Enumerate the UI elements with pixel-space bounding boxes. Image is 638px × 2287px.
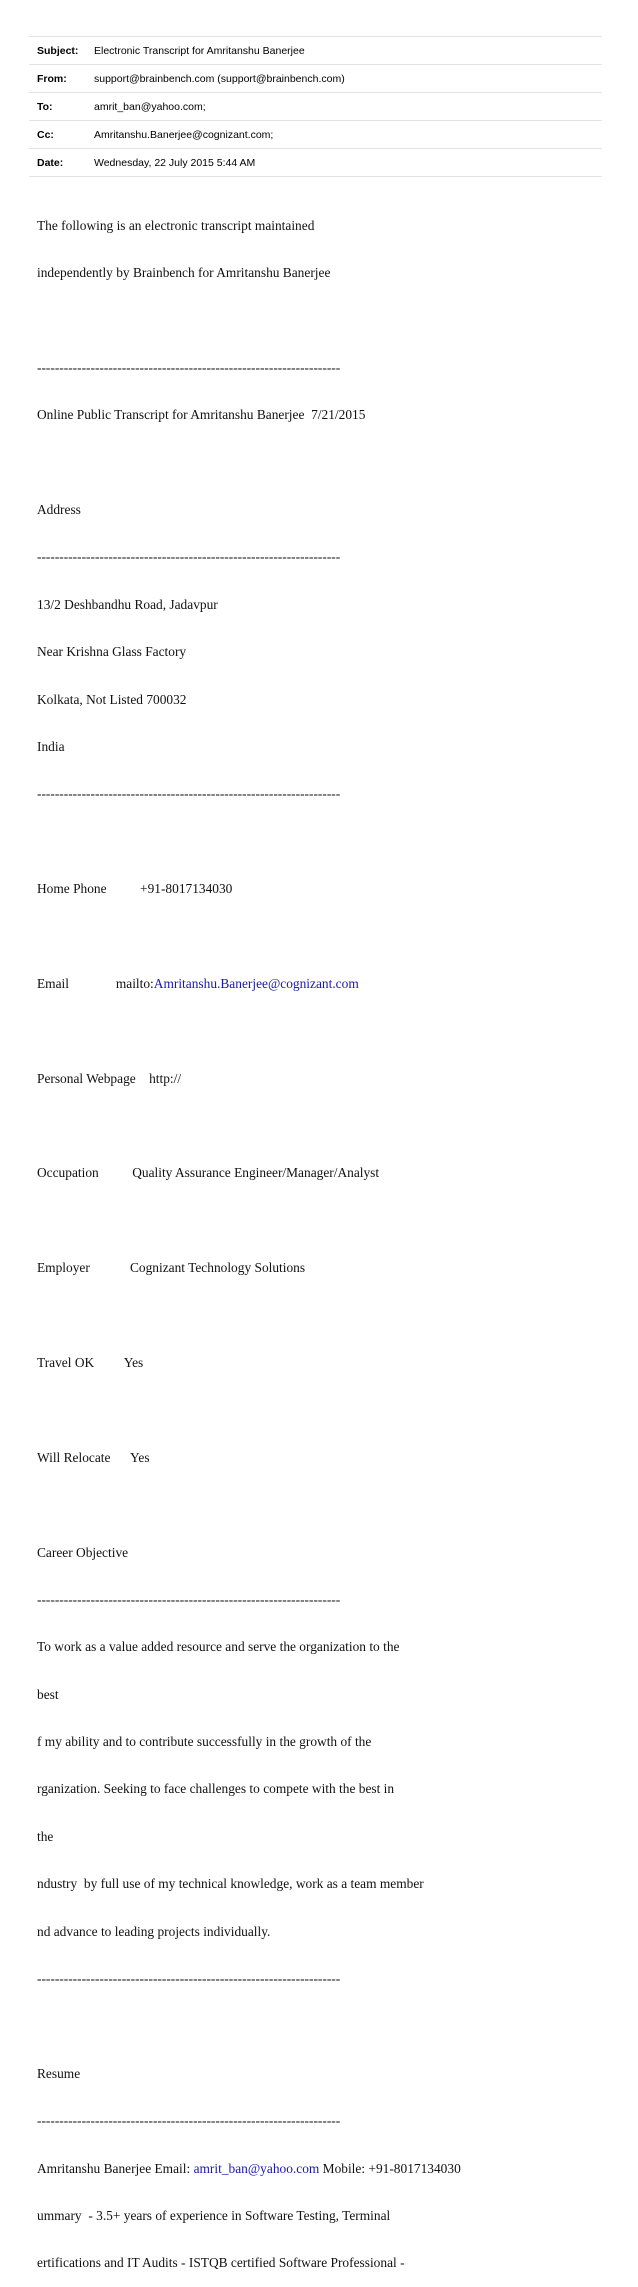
intro-line: The following is an electronic transcript maintained — [37, 217, 315, 233]
from-row — [29, 64, 602, 92]
separator-line: -------------------------------------------------------------------- — [37, 549, 341, 565]
subject-value: Electronic Transcript for Amritanshu Banerjee — [94, 44, 305, 57]
address-line: India — [37, 738, 65, 754]
resume-line: ummary - 3.5+ years of experience in Software Testing, Terminal — [37, 2208, 391, 2223]
separator-line: -------------------------------------------------------------------- — [37, 359, 341, 375]
resume-heading: Resume — [37, 2065, 81, 2081]
date-label: Date: — [37, 156, 64, 169]
email-line — [37, 976, 617, 992]
career-line: To work as a value added resource and serve the organization to the — [37, 1639, 400, 1655]
from-value: support@brainbench.com (support@brainbench.com) — [94, 72, 345, 85]
resume-suffix: Mobile: +91-8017134030 — [319, 2160, 461, 2176]
career-line: rganization. Seeking to face challenges to compete with the best in — [37, 1781, 395, 1797]
employer-line: Employer Cognizant Technology Solutions — [37, 1260, 306, 1276]
career-line: the — [37, 1828, 54, 1844]
personal-webpage-line: Personal Webpage http:// — [37, 1070, 182, 1086]
separator-line: -------------------------------------------------------------------- — [37, 2113, 341, 2129]
career-objective-heading: Career Objective — [37, 1544, 129, 1560]
career-line: ndustry by full use of my technical knowledge, work as a team member — [37, 1876, 424, 1892]
resume-prefix: Amritanshu Banerjee Email: — [37, 2160, 194, 2176]
resume-line — [37, 2161, 617, 2177]
email-body — [37, 186, 617, 2287]
from-label: From: — [37, 72, 67, 85]
separator-line: -------------------------------------------------------------------- — [37, 1591, 341, 1607]
career-line: nd advance to leading projects individually. — [37, 1923, 271, 1939]
travel-ok-line: Travel OK Yes — [37, 1354, 144, 1370]
to-label: To: — [37, 100, 53, 113]
subject-label: Subject: — [37, 44, 79, 57]
transcript-title: Online Public Transcript for Amritanshu Banerjee 7/21/2015 — [37, 407, 366, 423]
intro-line: independently by Brainbench for Amritanshu Banerjee — [37, 264, 331, 280]
address-line: Near Krishna Glass Factory — [37, 644, 187, 660]
email-header — [29, 36, 602, 177]
date-value: Wednesday, 22 July 2015 5:44 AM — [94, 156, 256, 169]
to-value: amrit_ban@yahoo.com; — [94, 100, 206, 113]
cc-label: Cc: — [37, 128, 54, 141]
email-link[interactable]: Amritanshu.Banerjee@cognizant.com — [153, 975, 359, 991]
will-relocate-line: Will Relocate Yes — [37, 1449, 150, 1465]
career-line: best — [37, 1686, 59, 1702]
subject-row — [29, 36, 602, 64]
cc-value: Amritanshu.Banerjee@cognizant.com; — [94, 128, 274, 141]
separator-line: -------------------------------------------------------------------- — [37, 786, 341, 802]
home-phone-line: Home Phone +91-8017134030 — [37, 881, 233, 897]
address-line: 13/2 Deshbandhu Road, Jadavpur — [37, 596, 218, 612]
address-heading: Address — [37, 501, 81, 517]
address-line: Kolkata, Not Listed 700032 — [37, 691, 187, 707]
separator-line: -------------------------------------------------------------------- — [37, 1971, 341, 1987]
occupation-line: Occupation Quality Assurance Engineer/Manager/Analyst — [37, 1165, 380, 1181]
cc-row — [29, 120, 602, 148]
resume-line: ertifications and IT Audits - ISTQB certified Software Professional - — [37, 2255, 405, 2271]
date-row — [29, 148, 602, 177]
email-label: Email mailto: — [37, 975, 154, 991]
career-line: f my ability and to contribute successfully in the growth of the — [37, 1734, 372, 1750]
to-row — [29, 92, 602, 120]
resume-email-link[interactable]: amrit_ban@yahoo.com — [193, 2160, 320, 2176]
